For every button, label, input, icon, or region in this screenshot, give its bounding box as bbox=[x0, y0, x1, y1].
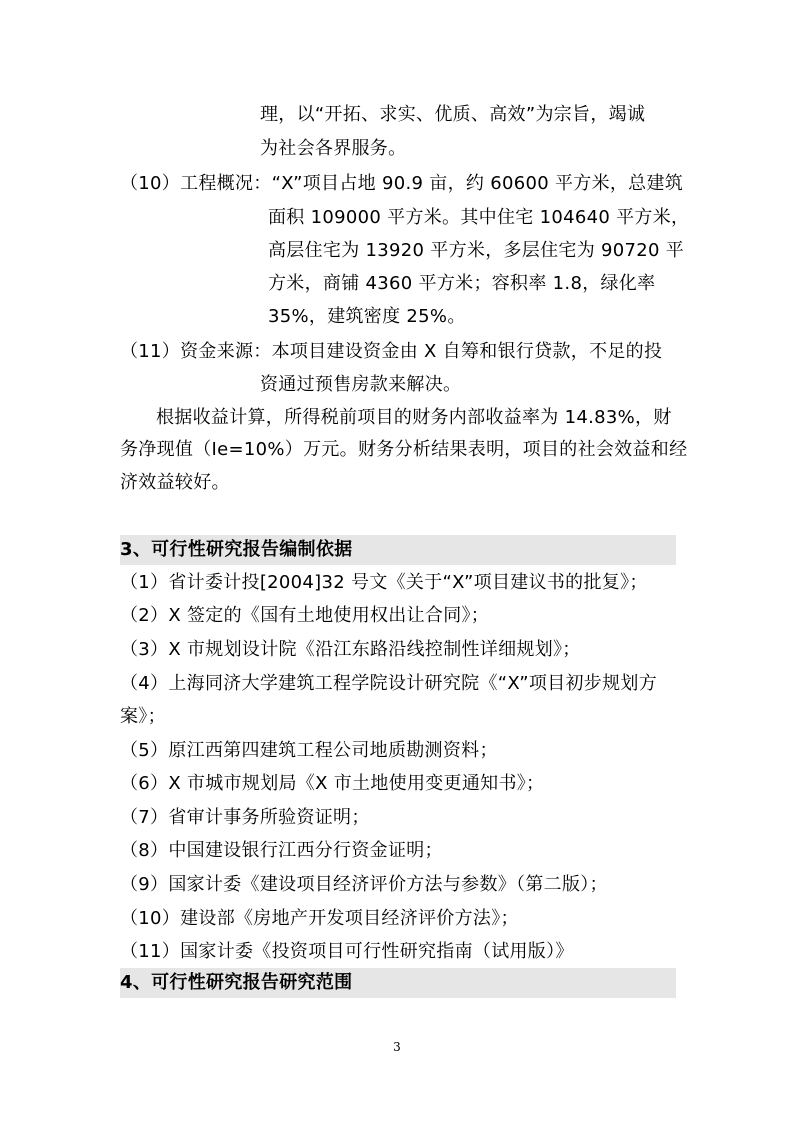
section-4-heading: 4、可行性研究报告研究范围 bbox=[120, 972, 353, 993]
paragraph-line: 理，以“开拓、求实、优质、高效”为宗旨，竭诚 bbox=[260, 104, 646, 125]
paragraph-line: 济效益较好。 bbox=[120, 472, 230, 493]
list-item: 案》； bbox=[120, 706, 166, 727]
section-3-heading: 3、可行性研究报告编制依据 bbox=[120, 539, 353, 560]
paragraph-line: （10）工程概况：“X”项目占地 90.9 亩，约 60600 平方米，总建筑 bbox=[120, 173, 684, 194]
list-item: （5）原江西第四建筑工程公司地质勘测资料； bbox=[120, 740, 498, 761]
paragraph-line: 根据收益计算，所得税前项目的财务内部收益率为 14.83%，财 bbox=[156, 407, 672, 428]
list-item: （9）国家计委《建设项目经济评价方法与参数》（第二版）； bbox=[120, 874, 608, 895]
paragraph-line: 务净现值（Ie=10%）万元。财务分析结果表明，项目的社会效益和经 bbox=[120, 439, 688, 460]
paragraph-line: 为社会各界服务。 bbox=[260, 138, 407, 159]
list-item: （2）X 签定的《国有土地使用权出让合同》； bbox=[120, 605, 490, 626]
page-number: 3 bbox=[393, 1040, 401, 1054]
list-item: （6）X 市城市规划局《X 市土地使用变更通知书》； bbox=[120, 773, 545, 794]
list-item: （3）X 市规划设计院《沿江东路沿线控制性详细规划》； bbox=[120, 639, 581, 660]
paragraph-line: 方米，商铺 4360 平方米；容积率 1.8，绿化率 bbox=[268, 273, 656, 294]
paragraph-line: （11）资金来源：本项目建设资金由 X 自筹和银行贷款，不足的投 bbox=[120, 341, 663, 362]
paragraph-line: 高层住宅为 13920 平方米，多层住宅为 90720 平 bbox=[268, 240, 685, 261]
list-item: （11）国家计委《投资项目可行性研究指南（试用版）》 bbox=[120, 941, 574, 962]
paragraph-line: 资通过预售房款来解决。 bbox=[260, 374, 462, 395]
list-item: （1）省计委计投[2004]32 号文《关于“X”项目建议书的批复》； bbox=[120, 572, 648, 593]
list-item: （7）省审计事务所验资证明； bbox=[120, 807, 370, 828]
paragraph-line: 35%，建筑密度 25%。 bbox=[268, 306, 466, 327]
paragraph-line: 面积 109000 平方米。其中住宅 104640 平方米， bbox=[268, 207, 690, 228]
list-item: （10）建设部《房地产开发项目经济评价方法》； bbox=[120, 908, 519, 929]
list-item: （8）中国建设银行江西分行资金证明； bbox=[120, 840, 443, 861]
list-item: （4）上海同济大学建筑工程学院设计研究院《“X”项目初步规划方 bbox=[120, 673, 658, 694]
